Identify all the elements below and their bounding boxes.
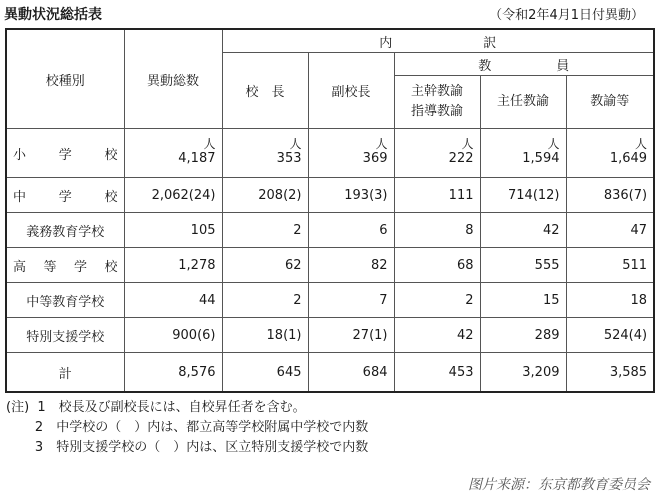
cell-vice: 82 (308, 248, 394, 283)
header-senior-teacher: 主任教諭 (480, 76, 566, 129)
cell-chief: 111 (394, 178, 480, 213)
cell-senior: 3,209 (480, 353, 566, 393)
cell-total: 900(6) (124, 318, 222, 353)
image-source-caption: 图片来源：东京都教育委员会 (468, 477, 650, 493)
header-breakdown: 内 訳 (222, 29, 654, 53)
cell-principal (222, 129, 308, 178)
row-label: 計 (6, 353, 124, 393)
cell-chief (394, 129, 480, 178)
header-principal: 校 長 (222, 53, 308, 129)
unit-label: 人 (203, 136, 216, 151)
header-school-type: 校種別 (6, 29, 124, 129)
unit-label: 人 (547, 136, 560, 151)
cell-teacher: 836(7) (566, 178, 654, 213)
cell-total (124, 129, 222, 178)
cell-total: 1,278 (124, 248, 222, 283)
total-row (6, 353, 654, 393)
table-row (6, 213, 654, 248)
cell-value: 222 (448, 150, 474, 166)
footnote: (注) 1 校長及び副校長には、自校昇任者を含む。 (6, 400, 306, 415)
cell-teacher: 524(4) (566, 318, 654, 353)
cell-senior: 289 (480, 318, 566, 353)
cell-senior: 555 (480, 248, 566, 283)
cell-principal: 2 (222, 213, 308, 248)
cell-value: 1,594 (522, 150, 560, 166)
cell-teacher: 511 (566, 248, 654, 283)
cell-value: 353 (276, 150, 302, 166)
cell-principal: 62 (222, 248, 308, 283)
header-chief-teacher (394, 76, 480, 129)
row-label: 中等教育学校 (6, 283, 124, 318)
header-teacher: 教諭等 (566, 76, 654, 129)
effective-date: （令和2年4月1日付異動） (489, 8, 644, 23)
row-label: 小 学 校 (6, 129, 124, 178)
header-vice-principal: 副校長 (308, 53, 394, 129)
cell-value: 4,187 (178, 150, 216, 166)
cell-teacher: 47 (566, 213, 654, 248)
cell-teacher: 3,585 (566, 353, 654, 393)
cell-vice: 6 (308, 213, 394, 248)
unit-label: 人 (461, 136, 474, 151)
cell-principal: 18(1) (222, 318, 308, 353)
header-total: 異動総数 (124, 29, 222, 129)
cell-chief: 2 (394, 283, 480, 318)
cell-vice: 7 (308, 283, 394, 318)
cell-principal: 208(2) (222, 178, 308, 213)
row-label: 特別支援学校 (6, 318, 124, 353)
header-teacher-group: 教 員 (394, 53, 654, 76)
page-title: 異動状況総括表 (4, 7, 102, 23)
transfer-summary-table (5, 28, 655, 393)
cell-chief: 42 (394, 318, 480, 353)
cell-senior: 15 (480, 283, 566, 318)
cell-principal: 2 (222, 283, 308, 318)
table-row (6, 248, 654, 283)
row-label: 高 等 学 校 (6, 248, 124, 283)
table-row (6, 283, 654, 318)
unit-label: 人 (375, 136, 388, 151)
cell-vice (308, 129, 394, 178)
cell-vice: 27(1) (308, 318, 394, 353)
unit-label: 人 (289, 136, 302, 151)
cell-total: 2,062(24) (124, 178, 222, 213)
row-label: 義務教育学校 (6, 213, 124, 248)
cell-vice: 684 (308, 353, 394, 393)
cell-senior (480, 129, 566, 178)
cell-principal: 645 (222, 353, 308, 393)
cell-value: 369 (362, 150, 388, 166)
footnote: 2 中学校の（ ）内は、都立高等学校附属中学校で内数 (6, 420, 369, 435)
header-chief-teacher-line1: 主幹教諭 (410, 84, 463, 99)
cell-teacher: 18 (566, 283, 654, 318)
cell-chief: 68 (394, 248, 480, 283)
cell-value: 1,649 (609, 150, 648, 166)
cell-total: 8,576 (124, 353, 222, 393)
cell-senior: 714(12) (480, 178, 566, 213)
table-row (6, 318, 654, 353)
cell-vice: 193(3) (308, 178, 394, 213)
table-row (6, 178, 654, 213)
table-row (6, 129, 654, 178)
cell-teacher (566, 129, 654, 178)
unit-label: 人 (635, 136, 648, 151)
cell-chief: 8 (394, 213, 480, 248)
footnote: 3 特別支援学校の（ ）内は、区立特別支援学校で内数 (6, 440, 369, 455)
cell-total: 44 (124, 283, 222, 318)
cell-total: 105 (124, 213, 222, 248)
header-chief-teacher-line2: 指導教諭 (410, 104, 463, 119)
cell-chief: 453 (394, 353, 480, 393)
row-label: 中 学 校 (6, 178, 124, 213)
footnotes (6, 398, 368, 458)
cell-senior: 42 (480, 213, 566, 248)
